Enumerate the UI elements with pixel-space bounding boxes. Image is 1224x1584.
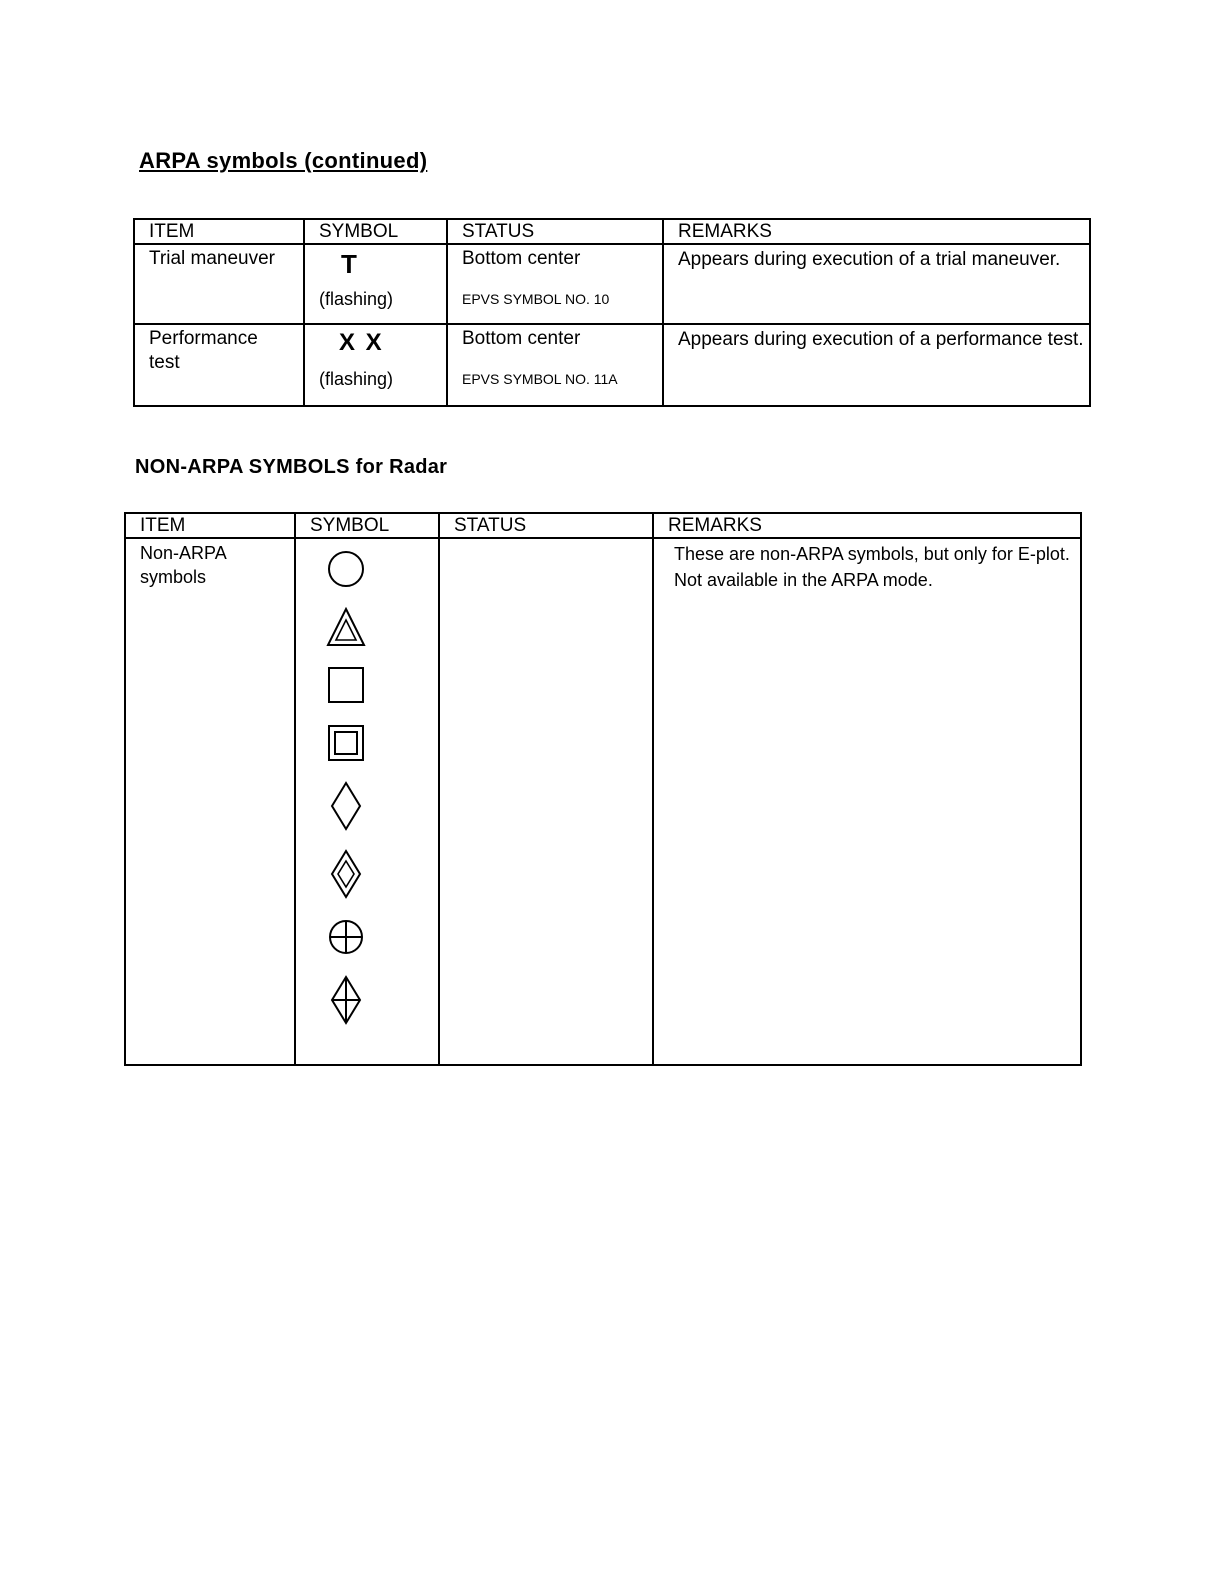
header-symbol: SYMBOL <box>295 513 439 538</box>
section-title-non-arpa: NON-ARPA SYMBOLS for Radar <box>135 456 448 478</box>
symbol-note: (flashing) <box>319 289 394 309</box>
performance-test-symbol: X X <box>339 329 384 356</box>
header-item: ITEM <box>125 513 295 538</box>
header-status: STATUS <box>447 219 663 244</box>
symbol-cell <box>304 244 447 324</box>
status-cell <box>447 244 663 324</box>
status-note: EPVS SYMBOL NO. 10 <box>462 291 610 307</box>
square-icon <box>326 665 366 705</box>
status-note: EPVS SYMBOL NO. 11A <box>462 371 618 387</box>
section-title-arpa: ARPA symbols (continued) <box>139 148 428 173</box>
circle-cross-icon <box>326 917 366 957</box>
item-cell: Trial maneuver <box>134 244 304 324</box>
symbol-cell <box>304 324 447 406</box>
table-row <box>134 244 1090 324</box>
symbol-note: (flashing) <box>319 369 394 389</box>
header-remarks: REMARKS <box>663 219 1090 244</box>
non-arpa-symbols-table <box>124 512 1082 1066</box>
double-square-icon <box>326 723 366 763</box>
status-text: Bottom center <box>462 248 581 269</box>
remarks-cell: These are non-ARPA symbols, but only for E-plot. Not available in the ARPA mode. <box>653 538 1081 1065</box>
arpa-symbols-table <box>133 218 1091 407</box>
diamond-icon <box>326 781 366 831</box>
table-header-row <box>125 513 1081 538</box>
symbol-cell <box>295 538 439 1065</box>
header-item: ITEM <box>134 219 304 244</box>
header-remarks: REMARKS <box>653 513 1081 538</box>
status-cell <box>439 538 653 1065</box>
trial-maneuver-symbol: T <box>341 249 357 279</box>
item-cell: Performance test <box>134 324 304 406</box>
table-header-row <box>134 219 1090 244</box>
double-triangle-icon <box>326 607 366 647</box>
circle-icon <box>326 549 366 589</box>
header-status: STATUS <box>439 513 653 538</box>
remarks-cell: Appears during execution of a trial maneuver. <box>663 244 1090 324</box>
diamond-cross-icon <box>326 975 366 1025</box>
status-text: Bottom center <box>462 328 581 349</box>
table-row <box>134 324 1090 406</box>
remarks-cell: Appears during execution of a performance test. <box>663 324 1090 406</box>
double-diamond-icon <box>326 849 366 899</box>
item-cell: Non-ARPA symbols <box>125 538 295 1065</box>
table-row <box>125 538 1081 1065</box>
header-symbol: SYMBOL <box>304 219 447 244</box>
status-cell <box>447 324 663 406</box>
